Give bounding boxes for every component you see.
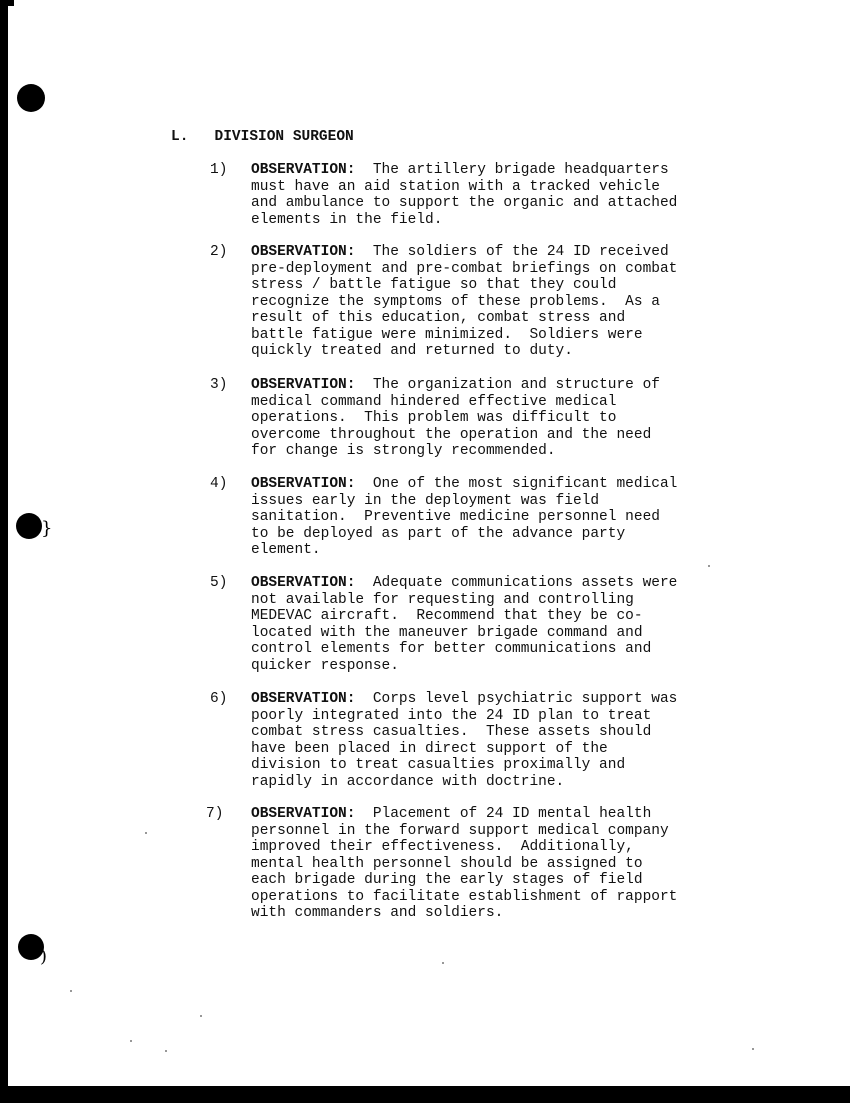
- item-line: must have an aid station with a tracked vehicle: [251, 178, 660, 195]
- observation-item: [210, 244, 770, 360]
- item-line: The organization and structure of: [372, 377, 660, 393]
- observation-item: [210, 575, 770, 674]
- item-line: to be deployed as part of the advance party: [251, 525, 626, 542]
- item-line: for change is strongly recommended.: [251, 443, 556, 459]
- binder-ring-mark: ): [40, 946, 48, 967]
- item-line: overcome throughout the operation and the need: [251, 426, 652, 443]
- observation-label: OBSERVATION:: [251, 575, 356, 591]
- item-line: The artillery brigade headquarters: [372, 162, 669, 178]
- observation-label: OBSERVATION:: [251, 162, 356, 178]
- observation-item: [210, 691, 770, 790]
- scan-speck: [165, 1050, 167, 1052]
- observation-label: OBSERVATION:: [251, 806, 356, 822]
- item-line: recognize the symptoms of these problems. As a: [251, 293, 660, 310]
- item-line: elements in the field.: [251, 211, 443, 228]
- item-line: not available for requesting and controlling: [251, 591, 634, 608]
- item-line: personnel in the forward support medical company: [251, 822, 669, 839]
- item-line: combat stress casualties. These assets should: [251, 724, 652, 740]
- scan-bottom-edge: [0, 1086, 850, 1103]
- item-number: 4): [210, 476, 228, 492]
- item-line: sanitation. Preventive medicine personnel need: [251, 509, 660, 525]
- item-line: Adequate communications assets were: [372, 575, 678, 591]
- observation-label: OBSERVATION:: [251, 377, 356, 393]
- section-letter: L.: [171, 129, 189, 145]
- item-line: stress / battle fatigue so that they could: [251, 277, 617, 293]
- item-line: poorly integrated into the 24 ID plan to treat: [251, 707, 652, 724]
- item-line: rapidly in accordance with doctrine.: [251, 773, 565, 790]
- item-line: located with the maneuver brigade command and: [251, 624, 643, 641]
- item-number: 7): [206, 806, 224, 822]
- observation-item: [210, 377, 770, 460]
- item-number: 2): [210, 244, 228, 260]
- item-line: each brigade during the early stages of field: [251, 872, 643, 888]
- binder-ring-mark: }: [41, 518, 53, 539]
- observation-label: OBSERVATION:: [251, 691, 356, 707]
- scan-speck: [130, 1040, 132, 1042]
- binder-hole-icon: [16, 513, 42, 539]
- scan-speck: [145, 832, 147, 834]
- observation-item: [210, 476, 770, 559]
- item-line: pre-deployment and pre-combat briefings on combat: [251, 260, 678, 277]
- scan-speck: [70, 990, 72, 992]
- item-line: have been placed in direct support of the: [251, 740, 608, 757]
- item-line: operations. This problem was difficult to: [251, 410, 617, 426]
- item-line: quicker response.: [251, 657, 399, 674]
- item-line: quickly treated and returned to duty.: [251, 343, 573, 359]
- scan-speck: [200, 1015, 202, 1017]
- scan-corner-mark: [0, 0, 14, 6]
- item-line: battle fatigue were minimized. Soldiers were: [251, 326, 643, 343]
- item-line: element.: [251, 542, 321, 558]
- binder-hole-icon: [17, 84, 45, 112]
- item-line: The soldiers of the 24 ID received: [372, 244, 669, 260]
- item-line: and ambulance to support the organic and attached: [251, 195, 678, 211]
- scan-left-edge: [0, 0, 8, 1088]
- section-title: DIVISION SURGEON: [214, 129, 354, 145]
- observation-item: [206, 806, 766, 922]
- item-line: control elements for better communications and: [251, 641, 652, 657]
- scan-speck: [752, 1048, 754, 1050]
- item-line: mental health personnel should be assigned to: [251, 855, 643, 872]
- item-number: 5): [210, 575, 228, 591]
- observation-label: OBSERVATION:: [251, 476, 356, 492]
- item-line: improved their effectiveness. Additionally,: [251, 839, 634, 855]
- item-line: issues early in the deployment was field: [251, 492, 600, 509]
- item-line: Placement of 24 ID mental health: [372, 806, 652, 822]
- item-line: MEDEVAC aircraft. Recommend that they be co-: [251, 608, 643, 624]
- scan-speck: [708, 565, 710, 567]
- scan-speck: [442, 962, 444, 964]
- item-number: 6): [210, 691, 228, 707]
- item-line: Corps level psychiatric support was: [372, 691, 678, 707]
- item-line: medical command hindered effective medical: [251, 393, 617, 410]
- observation-label: OBSERVATION:: [251, 244, 356, 260]
- item-line: result of this education, combat stress and: [251, 310, 626, 326]
- item-number: 1): [210, 162, 228, 178]
- item-number: 3): [210, 377, 228, 393]
- section-heading: [171, 129, 354, 146]
- observation-item: [210, 162, 770, 228]
- item-line: division to treat casualties proximally and: [251, 757, 626, 773]
- item-line: One of the most significant medical: [372, 476, 678, 492]
- item-line: with commanders and soldiers.: [251, 905, 504, 921]
- item-line: operations to facilitate establishment of rapport: [251, 888, 678, 905]
